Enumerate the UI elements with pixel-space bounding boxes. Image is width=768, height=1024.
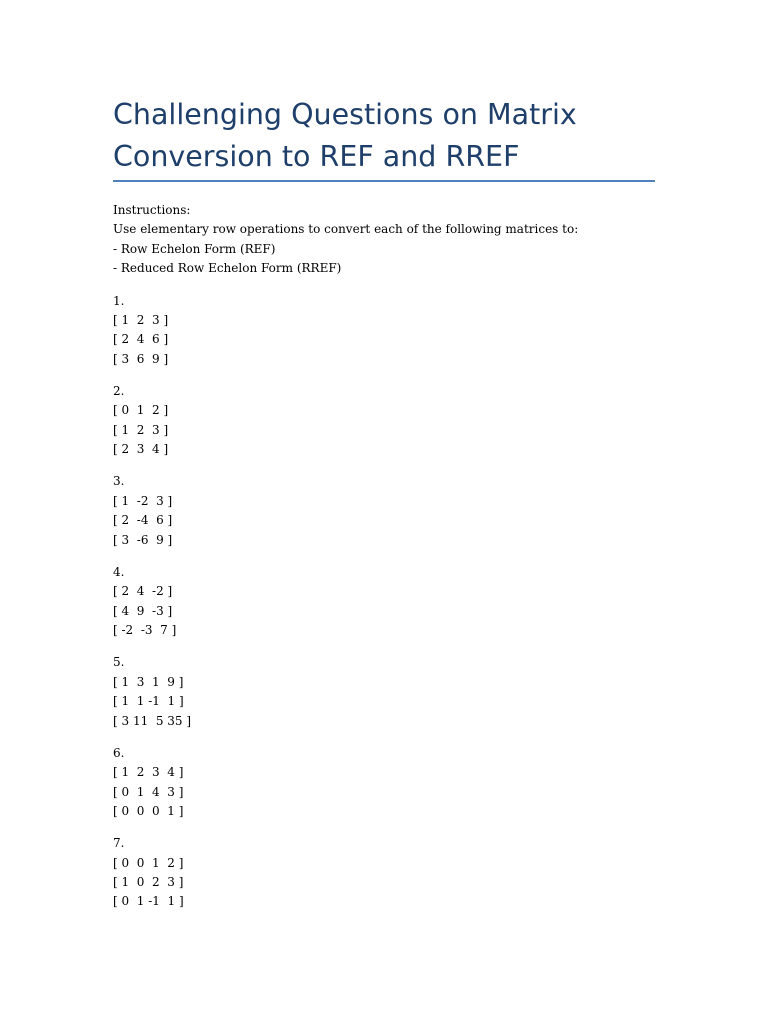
matrix-row: [ 0 1 2 ] (113, 403, 169, 418)
problem-4 (113, 563, 673, 641)
matrix-row: [ 1 2 3 4 ] (113, 765, 184, 780)
problem-number: 5. (113, 655, 125, 670)
problem-number: 7. (113, 836, 125, 851)
matrix-row: [ 1 -2 3 ] (113, 493, 173, 508)
matrix-row: [ -2 -3 7 ] (113, 623, 177, 638)
matrix-row: [ 2 4 -2 ] (113, 584, 173, 599)
matrix-row: [ 3 11 5 35 ] (113, 713, 192, 728)
matrix-row: [ 1 2 3 ] (113, 422, 169, 437)
matrix-row: [ 0 0 1 2 ] (113, 855, 184, 870)
instructions-heading: Instructions: (113, 203, 191, 217)
matrix-row: [ 1 2 3 ] (113, 313, 169, 328)
matrix-row: [ 2 4 6 ] (113, 332, 169, 347)
problem-number: 4. (113, 564, 125, 579)
title-line-2: Conversion to REF and RREF (113, 140, 520, 173)
problem-6 (113, 744, 673, 822)
matrix-row: [ 0 1 4 3 ] (113, 784, 184, 799)
instructions-text: Use elementary row operations to convert each of the following matrices to: (113, 222, 579, 237)
matrix-row: [ 4 9 -3 ] (113, 603, 173, 618)
instructions-item-rref: - Reduced Row Echelon Form (RREF) (113, 261, 342, 276)
matrix-row: [ 2 3 4 ] (113, 442, 169, 457)
problem-1 (113, 292, 673, 370)
matrix-row: [ 0 0 0 1 ] (113, 803, 184, 818)
problem-number: 3. (113, 474, 125, 489)
document-body (113, 201, 673, 925)
problem-number: 2. (113, 384, 125, 399)
title-line-1: Challenging Questions on Matrix (113, 98, 577, 131)
matrix-row: [ 1 3 1 9 ] (113, 674, 184, 689)
matrix-row: [ 1 1 -1 1 ] (113, 694, 184, 709)
instructions-item-ref: - Row Echelon Form (REF) (113, 241, 276, 256)
matrix-row: [ 3 6 9 ] (113, 351, 169, 366)
document-title (113, 94, 673, 178)
problem-5 (113, 653, 673, 731)
problem-number: 1. (113, 293, 125, 308)
matrix-row: [ 0 1 -1 1 ] (113, 894, 184, 909)
problem-number: 6. (113, 745, 125, 760)
title-underline (113, 180, 655, 182)
instructions-block (113, 201, 673, 279)
matrix-row: [ 3 -6 9 ] (113, 532, 173, 547)
matrix-row: [ 1 0 2 3 ] (113, 874, 184, 889)
matrix-row: [ 2 -4 6 ] (113, 513, 173, 528)
problem-2 (113, 382, 673, 460)
problem-7 (113, 834, 673, 912)
problem-3 (113, 472, 673, 550)
